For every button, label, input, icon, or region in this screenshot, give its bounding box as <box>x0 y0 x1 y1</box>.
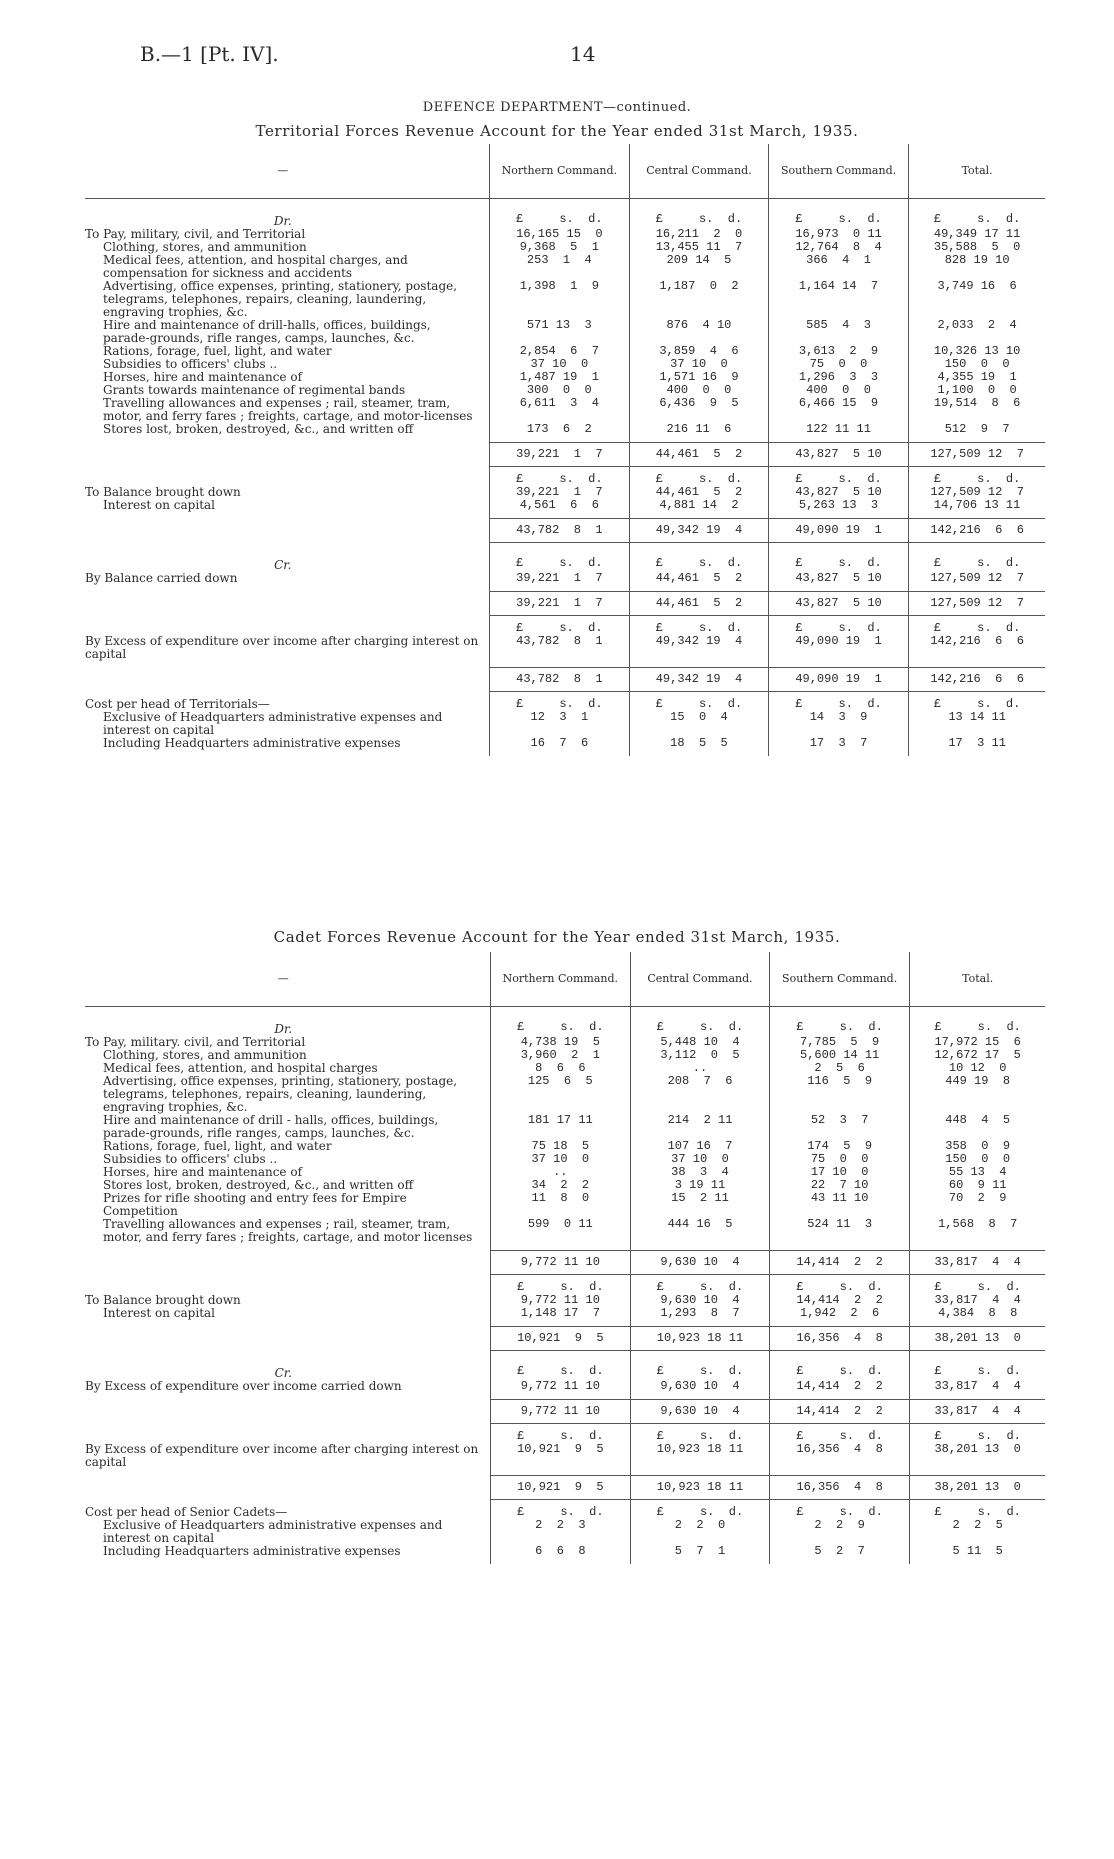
amount-cell: 35,588 5 0 <box>909 241 1045 254</box>
row-label: By Excess of expenditure over income after charging interest on capital <box>85 634 479 661</box>
row-label: Stores lost, broken, destroyed, &c., and written off <box>103 422 414 436</box>
amount-cell: 55 13 4 <box>910 1166 1045 1179</box>
currency-heading: £ s. d. <box>769 1506 909 1519</box>
amount-cell: 173 6 2 <box>489 423 629 436</box>
total-row <box>85 1400 1045 1424</box>
row-label: By Excess of expenditure over income carried down <box>85 1379 402 1393</box>
amount-cell: 33,817 4 4 <box>910 1294 1045 1307</box>
row-label: Including Headquarters administrative expenses <box>103 736 401 750</box>
amount-cell: 216 11 6 <box>630 423 769 436</box>
currency-heading: £ s. d. <box>910 1365 1045 1380</box>
amount-cell: 300 0 0 <box>489 384 629 397</box>
amount-cell: 4,355 19 1 <box>909 371 1045 384</box>
amount-cell: 127,509 12 7 <box>909 572 1045 585</box>
amount-cell: 70 2 9 <box>910 1192 1045 1218</box>
amount-cell: 38,201 13 0 <box>910 1443 1045 1469</box>
amount-cell: 15 0 4 <box>630 711 769 737</box>
amount-cell: 43,827 5 10 <box>768 486 908 499</box>
territorial-account-title: Territorial Forces Revenue Account for the Year ended 31st March, 1935. <box>255 122 859 140</box>
total-cell: 9,772 11 10 <box>490 1400 631 1424</box>
amount-cell: 38 3 4 <box>631 1166 770 1179</box>
amount-cell: 5 2 7 <box>769 1545 909 1558</box>
currency-heading: £ s. d. <box>631 1430 770 1443</box>
amount-cell: 8 6 6 <box>490 1062 631 1075</box>
amount-cell: 37 10 0 <box>490 1153 631 1166</box>
amount-cell: 39,221 1 7 <box>489 572 629 585</box>
total-cell: 43,827 5 10 <box>768 443 908 467</box>
amount-cell: 209 14 5 <box>630 254 769 280</box>
amount-cell: 16,165 15 0 <box>489 228 629 241</box>
account-row <box>85 423 1045 436</box>
amount-cell: 12,764 8 4 <box>768 241 908 254</box>
amount-cell: 9,772 11 10 <box>490 1380 631 1393</box>
account-row <box>85 737 1045 750</box>
amount-cell: 122 11 11 <box>768 423 908 436</box>
total-row <box>85 592 1045 616</box>
cr-label: Cr. <box>274 1366 292 1380</box>
total-cell: 43,782 8 1 <box>489 519 629 543</box>
column-head-command: Northern Command. <box>489 144 629 199</box>
amount-cell: 13,455 11 7 <box>630 241 769 254</box>
total-cell: 33,817 4 4 <box>910 1251 1045 1275</box>
total-cell: 9,630 10 4 <box>631 1251 770 1275</box>
amount-cell: 1,487 19 1 <box>489 371 629 384</box>
total-row <box>85 1251 1045 1275</box>
amount-cell: 49,090 19 1 <box>768 635 908 661</box>
currency-heading: £ s. d. <box>489 557 629 572</box>
amount-cell: 9,368 5 1 <box>489 241 629 254</box>
amount-cell: 18 5 5 <box>630 737 769 750</box>
amount-cell: 828 19 10 <box>909 254 1045 280</box>
amount-cell: 11 8 0 <box>490 1192 631 1218</box>
currency-heading: £ s. d. <box>490 1430 631 1443</box>
amount-cell: 2,033 2 4 <box>909 319 1045 345</box>
total-cell: 10,921 9 5 <box>490 1327 631 1351</box>
amount-cell: 43,782 8 1 <box>489 635 629 661</box>
amount-cell: 39,221 1 7 <box>489 486 629 499</box>
amount-cell: 3,112 0 5 <box>631 1049 770 1062</box>
currency-heading: £ s. d. <box>490 1021 631 1036</box>
amount-cell: 44,461 5 2 <box>630 486 769 499</box>
amount-cell: 13 14 11 <box>909 711 1045 737</box>
amount-cell: 10,326 13 10 <box>909 345 1045 358</box>
amount-cell: 33,817 4 4 <box>910 1380 1045 1393</box>
amount-cell: 5,448 10 4 <box>631 1036 770 1049</box>
amount-cell: 2 2 5 <box>910 1519 1045 1545</box>
amount-cell: 14,414 2 2 <box>769 1380 909 1393</box>
row-label: To Balance brought down <box>85 1293 241 1307</box>
account-row <box>85 1307 1045 1320</box>
total-cell: 10,923 18 11 <box>631 1327 770 1351</box>
amount-cell: 9,630 10 4 <box>631 1380 770 1393</box>
amount-cell: 16,356 4 8 <box>769 1443 909 1469</box>
row-label: Grants towards maintenance of regimental bands <box>103 383 406 397</box>
row-label: Exclusive of Headquarters administrative expenses and interest on capital <box>103 1518 443 1545</box>
amount-cell: 2 5 6 <box>769 1062 909 1075</box>
total-cell: 38,201 13 0 <box>910 1476 1045 1500</box>
total-cell: 127,509 12 7 <box>909 443 1045 467</box>
amount-cell: 9,630 10 4 <box>631 1294 770 1307</box>
amount-cell: 19,514 8 6 <box>909 397 1045 423</box>
currency-heading: £ s. d. <box>909 473 1045 486</box>
row-label: Interest on capital <box>103 1306 216 1320</box>
amount-cell: 5 11 5 <box>910 1545 1045 1558</box>
total-cell: 49,342 19 4 <box>630 668 769 692</box>
total-cell: 14,414 2 2 <box>769 1251 909 1275</box>
row-label: To Pay, military. civil, and Territorial <box>85 1035 306 1049</box>
currency-heading: £ s. d. <box>768 622 908 635</box>
currency-heading: £ s. d. <box>909 213 1045 228</box>
amount-cell: 1,568 8 7 <box>910 1218 1045 1244</box>
amount-cell: 366 4 1 <box>768 254 908 280</box>
total-cell: 33,817 4 4 <box>910 1400 1045 1424</box>
amount-cell: 3,960 2 1 <box>490 1049 631 1062</box>
total-cell: 10,923 18 11 <box>631 1476 770 1500</box>
total-cell: 14,414 2 2 <box>769 1400 909 1424</box>
currency-heading: £ s. d. <box>490 1281 631 1294</box>
amount-cell: 12,672 17 5 <box>910 1049 1045 1062</box>
amount-cell: 22 7 10 <box>769 1179 909 1192</box>
amount-cell: 571 13 3 <box>489 319 629 345</box>
total-cell: 44,461 5 2 <box>630 443 769 467</box>
amount-cell: 253 1 4 <box>489 254 629 280</box>
amount-cell: 10 12 0 <box>910 1062 1045 1075</box>
row-label: Prizes for rifle shooting and entry fees for Empire Competition <box>103 1191 407 1218</box>
amount-cell: 107 16 7 <box>631 1140 770 1153</box>
currency-heading: £ s. d. <box>910 1430 1045 1443</box>
amount-cell: 2 2 0 <box>631 1519 770 1545</box>
row-label: Advertising, office expenses, printing, stationery, postage, telegrams, telephones, repairs, cleaning, laundering, engraving trophies, &c. <box>103 279 458 319</box>
column-head-command: Central Command. <box>631 952 770 1007</box>
amount-cell: 3,859 4 6 <box>630 345 769 358</box>
amount-cell: 49,342 19 4 <box>630 635 769 661</box>
currency-heading: £ s. d. <box>769 1430 909 1443</box>
amount-cell: 17,972 15 6 <box>910 1036 1045 1049</box>
account-row <box>85 1443 1045 1469</box>
amount-cell: 75 18 5 <box>490 1140 631 1153</box>
account-row <box>85 280 1045 319</box>
amount-cell: 4,881 14 2 <box>630 499 769 512</box>
column-head-command: Total. <box>909 144 1045 199</box>
currency-heading: £ s. d. <box>631 1021 770 1036</box>
account-row <box>85 1192 1045 1218</box>
page-number: 14 <box>570 42 596 66</box>
account-row <box>85 711 1045 737</box>
row-label: By Balance carried down <box>85 571 238 585</box>
row-label: Medical fees, attention, and hospital charges <box>103 1061 378 1075</box>
amount-cell: 5 7 1 <box>631 1545 770 1558</box>
account-row <box>85 1114 1045 1140</box>
total-cell: 39,221 1 7 <box>489 443 629 467</box>
total-row <box>85 668 1045 692</box>
currency-heading: £ s. d. <box>768 473 908 486</box>
currency-heading: £ s. d. <box>909 622 1045 635</box>
currency-heading: £ s. d. <box>769 1021 909 1036</box>
department-heading: DEFENCE DEPARTMENT—continued. <box>422 100 692 115</box>
row-label: To Balance brought down <box>85 485 241 499</box>
currency-heading: £ s. d. <box>769 1365 909 1380</box>
amount-cell: 37 10 0 <box>631 1153 770 1166</box>
account-row <box>85 397 1045 423</box>
currency-heading: £ s. d. <box>631 1365 770 1380</box>
document-reference: B.—1 [Pt. IV]. <box>140 42 279 66</box>
amount-cell: 1,398 1 9 <box>489 280 629 319</box>
total-cell: 43,827 5 10 <box>768 592 908 616</box>
row-label: Rations, forage, fuel, light, and water <box>103 1139 332 1153</box>
row-label: Including Headquarters administrative expenses <box>103 1544 401 1558</box>
total-row <box>85 519 1045 543</box>
amount-cell: 444 16 5 <box>631 1218 770 1244</box>
total-cell: 49,342 19 4 <box>630 519 769 543</box>
amount-cell: 5,600 14 11 <box>769 1049 909 1062</box>
currency-heading: £ s. d. <box>631 1281 770 1294</box>
total-cell: 49,090 19 1 <box>768 519 908 543</box>
total-cell: 142,216 6 6 <box>909 668 1045 692</box>
row-label: Travelling allowances and expenses ; rail, steamer, tram, motor, and ferry fares ; freights, cartage, and motor-licenses <box>103 396 473 423</box>
amount-cell: 37 10 0 <box>630 358 769 371</box>
row-label: To Pay, military, civil, and Territorial <box>85 227 306 241</box>
amount-cell: 6 6 8 <box>490 1545 631 1558</box>
amount-cell: 127,509 12 7 <box>909 486 1045 499</box>
amount-cell: 49,349 17 11 <box>909 228 1045 241</box>
amount-cell: 150 0 0 <box>909 358 1045 371</box>
account-row <box>85 1519 1045 1545</box>
amount-cell: 9,772 11 10 <box>490 1294 631 1307</box>
amount-cell: 400 0 0 <box>768 384 908 397</box>
currency-heading: £ s. d. <box>768 213 908 228</box>
amount-cell: 208 7 6 <box>631 1075 770 1114</box>
amount-cell: 3,749 16 6 <box>909 280 1045 319</box>
currency-heading: £ s. d. <box>489 698 629 711</box>
amount-cell: 181 17 11 <box>490 1114 631 1140</box>
amount-cell: .. <box>631 1062 770 1075</box>
amount-cell: 4,738 19 5 <box>490 1036 631 1049</box>
account-row <box>85 1545 1045 1558</box>
column-head-description: — <box>85 952 490 1007</box>
amount-cell: 6,466 15 9 <box>768 397 908 423</box>
amount-cell: 6,611 3 4 <box>489 397 629 423</box>
amount-cell: 14,414 2 2 <box>769 1294 909 1307</box>
total-cell: 44,461 5 2 <box>630 592 769 616</box>
amount-cell: 1,571 16 9 <box>630 371 769 384</box>
amount-cell: 1,100 0 0 <box>909 384 1045 397</box>
currency-heading: £ s. d. <box>910 1506 1045 1519</box>
total-cell: 127,509 12 7 <box>909 592 1045 616</box>
amount-cell: 7,785 5 9 <box>769 1036 909 1049</box>
column-head-description: — <box>85 144 489 199</box>
row-label: Clothing, stores, and ammunition <box>103 240 307 254</box>
row-label: Rations, forage, fuel, light, and water <box>103 344 332 358</box>
currency-heading: £ s. d. <box>768 698 908 711</box>
amount-cell: 125 6 5 <box>490 1075 631 1114</box>
total-cell: 142,216 6 6 <box>909 519 1045 543</box>
amount-cell: 17 3 11 <box>909 737 1045 750</box>
amount-cell: 174 5 9 <box>769 1140 909 1153</box>
amount-cell: 43 11 10 <box>769 1192 909 1218</box>
amount-cell: 599 0 11 <box>490 1218 631 1244</box>
account-row <box>85 572 1045 585</box>
amount-cell: 75 0 0 <box>768 358 908 371</box>
row-label: Subsidies to officers' clubs .. <box>103 357 278 371</box>
amount-cell: 400 0 0 <box>630 384 769 397</box>
account-row <box>85 319 1045 345</box>
currency-heading: £ s. d. <box>630 698 769 711</box>
amount-cell: 14,706 13 11 <box>909 499 1045 512</box>
cadet-account-title: Cadet Forces Revenue Account for the Year ended 31st March, 1935. <box>273 928 841 946</box>
amount-cell: 37 10 0 <box>489 358 629 371</box>
amount-cell: 1,164 14 7 <box>768 280 908 319</box>
amount-cell: 142,216 6 6 <box>909 635 1045 661</box>
amount-cell: 358 0 9 <box>910 1140 1045 1153</box>
amount-cell: 60 9 11 <box>910 1179 1045 1192</box>
amount-cell: 5,263 13 3 <box>768 499 908 512</box>
row-label: Horses, hire and maintenance of <box>103 370 303 384</box>
total-cell: 38,201 13 0 <box>910 1327 1045 1351</box>
currency-heading: £ s. d. <box>910 1281 1045 1294</box>
amount-cell: 2,854 6 7 <box>489 345 629 358</box>
account-row <box>85 1218 1045 1244</box>
row-label: Travelling allowances and expenses ; rail, steamer, tram, motor, and ferry fares ; freights, cartage, and motor licenses <box>103 1217 473 1244</box>
total-row <box>85 1327 1045 1351</box>
column-head-command: Southern Command. <box>768 144 908 199</box>
amount-cell: 75 0 0 <box>769 1153 909 1166</box>
cost-per-head-heading: Cost per head of Territorials— <box>85 697 270 711</box>
currency-heading: £ s. d. <box>489 622 629 635</box>
amount-cell: 34 2 2 <box>490 1179 631 1192</box>
amount-cell: 16 7 6 <box>489 737 629 750</box>
amount-cell: 4,561 6 6 <box>489 499 629 512</box>
currency-heading: £ s. d. <box>490 1365 631 1380</box>
amount-cell: 1,293 8 7 <box>631 1307 770 1320</box>
currency-heading: £ s. d. <box>489 213 629 228</box>
row-label: Interest on capital <box>103 498 216 512</box>
amount-cell: 512 9 7 <box>909 423 1045 436</box>
amount-cell: 16,211 2 0 <box>630 228 769 241</box>
total-cell: 43,782 8 1 <box>489 668 629 692</box>
amount-cell: 10,921 9 5 <box>490 1443 631 1469</box>
amount-cell: 3 19 11 <box>631 1179 770 1192</box>
amount-cell: 12 3 1 <box>489 711 629 737</box>
total-row <box>85 1476 1045 1500</box>
amount-cell: 1,187 0 2 <box>630 280 769 319</box>
amount-cell: 876 4 10 <box>630 319 769 345</box>
currency-heading: £ s. d. <box>630 557 769 572</box>
cost-per-head-heading: Cost per head of Senior Cadets— <box>85 1505 288 1519</box>
currency-heading: £ s. d. <box>489 473 629 486</box>
row-label: Hire and maintenance of drill - halls, offices, buildings, parade-grounds, rifle ranges, camps, launches, &c. <box>103 1113 439 1140</box>
currency-heading: £ s. d. <box>768 557 908 572</box>
amount-cell: 43,827 5 10 <box>768 572 908 585</box>
amount-cell: 1,296 3 3 <box>768 371 908 384</box>
currency-heading: £ s. d. <box>630 473 769 486</box>
territorial-account-table <box>85 144 1045 756</box>
currency-heading: £ s. d. <box>769 1281 909 1294</box>
row-label: Exclusive of Headquarters administrative expenses and interest on capital <box>103 710 443 737</box>
currency-heading: £ s. d. <box>630 622 769 635</box>
amount-cell: 15 2 11 <box>631 1192 770 1218</box>
total-cell: 16,356 4 8 <box>769 1476 909 1500</box>
total-row <box>85 443 1045 467</box>
amount-cell: 2 2 3 <box>490 1519 631 1545</box>
dr-label: Dr. <box>273 214 292 228</box>
column-head-command: Total. <box>910 952 1045 1007</box>
amount-cell: 449 19 8 <box>910 1075 1045 1114</box>
row-label: Hire and maintenance of drill-halls, offices, buildings, parade-grounds, rifle ranges, camps, launches, &c. <box>103 318 431 345</box>
currency-heading: £ s. d. <box>910 1021 1045 1036</box>
row-label: Medical fees, attention, and hospital charges, and compensation for sickness and accidents <box>103 253 408 280</box>
amount-cell: 116 5 9 <box>769 1075 909 1114</box>
total-cell: 9,630 10 4 <box>631 1400 770 1424</box>
account-row <box>85 635 1045 661</box>
amount-cell: 214 2 11 <box>631 1114 770 1140</box>
amount-cell: 448 4 5 <box>910 1114 1045 1140</box>
total-cell: 9,772 11 10 <box>490 1251 631 1275</box>
column-head-command: Central Command. <box>630 144 769 199</box>
currency-heading: £ s. d. <box>631 1506 770 1519</box>
currency-heading: £ s. d. <box>909 698 1045 711</box>
amount-cell: 4,384 8 8 <box>910 1307 1045 1320</box>
row-label: Stores lost, broken, destroyed, &c., and written off <box>103 1178 414 1192</box>
amount-cell: 17 10 0 <box>769 1166 909 1179</box>
amount-cell: 3,613 2 9 <box>768 345 908 358</box>
amount-cell: 17 3 7 <box>768 737 908 750</box>
amount-cell: 14 3 9 <box>768 711 908 737</box>
row-label: Clothing, stores, and ammunition <box>103 1048 307 1062</box>
amount-cell: 524 11 3 <box>769 1218 909 1244</box>
amount-cell: 6,436 9 5 <box>630 397 769 423</box>
column-head-command: Southern Command. <box>769 952 909 1007</box>
amount-cell: 2 2 9 <box>769 1519 909 1545</box>
row-label: By Excess of expenditure over income after charging interest on capital <box>85 1442 479 1469</box>
row-label: Advertising, office expenses, printing, stationery, postage, telegrams, telephones, repairs, cleaning, laundering, engraving trophies, &c. <box>103 1074 458 1114</box>
amount-cell: 52 3 7 <box>769 1114 909 1140</box>
column-head-command: Northern Command. <box>490 952 631 1007</box>
account-row <box>85 1380 1045 1393</box>
amount-cell: .. <box>490 1166 631 1179</box>
currency-heading: £ s. d. <box>909 557 1045 572</box>
amount-cell: 1,942 2 6 <box>769 1307 909 1320</box>
total-cell: 49,090 19 1 <box>768 668 908 692</box>
dr-label: Dr. <box>274 1022 293 1036</box>
currency-heading: £ s. d. <box>630 213 769 228</box>
cr-label: Cr. <box>274 558 292 572</box>
amount-cell: 10,923 18 11 <box>631 1443 770 1469</box>
currency-heading: £ s. d. <box>490 1506 631 1519</box>
row-label: Subsidies to officers' clubs .. <box>103 1152 278 1166</box>
total-cell: 16,356 4 8 <box>769 1327 909 1351</box>
amount-cell: 16,973 0 11 <box>768 228 908 241</box>
amount-cell: 150 0 0 <box>910 1153 1045 1166</box>
cadet-account-table <box>85 952 1045 1564</box>
amount-cell: 585 4 3 <box>768 319 908 345</box>
account-row <box>85 499 1045 512</box>
amount-cell: 1,148 17 7 <box>490 1307 631 1320</box>
account-row <box>85 1075 1045 1114</box>
account-row <box>85 254 1045 280</box>
row-label: Horses, hire and maintenance of <box>103 1165 303 1179</box>
total-cell: 39,221 1 7 <box>489 592 629 616</box>
amount-cell: 44,461 5 2 <box>630 572 769 585</box>
total-cell: 10,921 9 5 <box>490 1476 631 1500</box>
